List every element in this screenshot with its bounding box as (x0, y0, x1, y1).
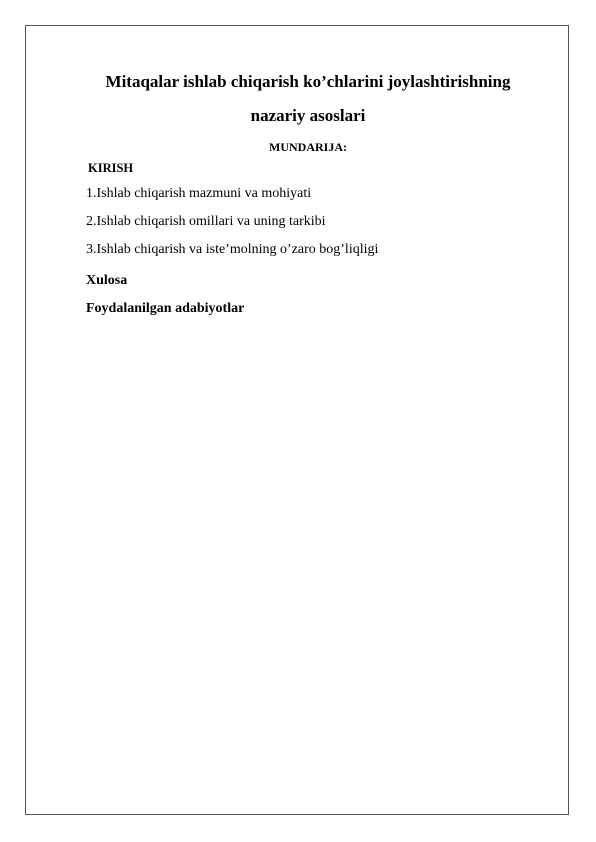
toc-item-intro: KIRISH (88, 161, 134, 175)
toc-item-2: 2.Ishlab chiqarish omillari va uning tarkibi (86, 214, 326, 229)
document-title-line-2: nazariy asoslari (250, 106, 366, 125)
contents-heading: MUNDARIJA: (269, 140, 347, 154)
document-title-line-1: Mitaqalar ishlab chiqarish ko’chlarini joylashtirishning (105, 72, 511, 91)
toc-item-1: 1.Ishlab chiqarish mazmuni va mohiyati (86, 186, 312, 201)
toc-item-references: Foydalanilgan adabiyotlar (86, 301, 245, 316)
toc-item-3: 3.Ishlab chiqarish va iste’molning o’zaro bog’liqligi (86, 242, 379, 257)
toc-item-conclusion: Xulosa (86, 273, 128, 288)
